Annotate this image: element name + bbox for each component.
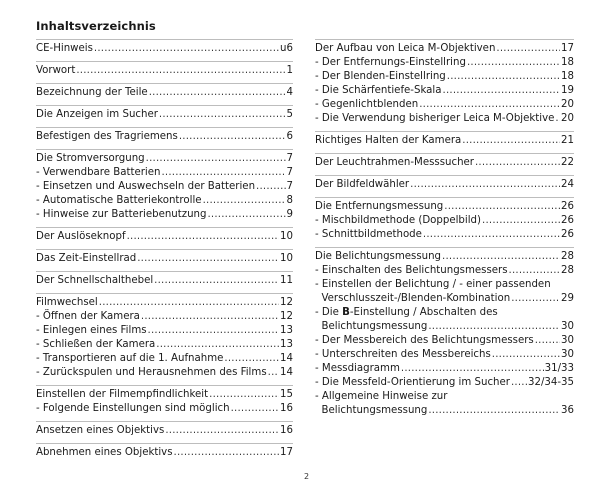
toc-subentry[interactable] bbox=[36, 324, 293, 338]
dot-leader bbox=[496, 42, 560, 56]
dot-leader bbox=[209, 388, 279, 402]
toc-entry[interactable] bbox=[36, 252, 293, 266]
toc-entry[interactable] bbox=[36, 130, 293, 144]
section-divider bbox=[36, 83, 293, 84]
toc-entry[interactable] bbox=[36, 86, 293, 100]
dot-leader bbox=[443, 84, 561, 98]
dot-leader bbox=[156, 338, 279, 352]
toc-page-number: 8 bbox=[286, 195, 293, 206]
dot-leader bbox=[419, 98, 560, 112]
toc-entry-title: - Die Messfeld-Orientierung im Sucher bbox=[315, 377, 510, 388]
toc-subentry[interactable] bbox=[315, 214, 574, 228]
toc-subentry[interactable] bbox=[315, 334, 574, 348]
toc-subentry[interactable] bbox=[315, 264, 574, 278]
toc-entry[interactable] bbox=[36, 296, 293, 310]
toc-page-number: 7 bbox=[286, 181, 293, 192]
dot-leader bbox=[467, 56, 560, 70]
toc-page-number: 11 bbox=[280, 275, 293, 286]
page-title: Inhaltsverzeichnis bbox=[36, 19, 156, 33]
toc-subentry[interactable] bbox=[315, 84, 574, 98]
toc-entry-title: - Unterschreiten des Messbereichs bbox=[315, 349, 491, 360]
toc-entry-text bbox=[315, 306, 574, 320]
dot-leader bbox=[149, 86, 286, 100]
toc-subentry[interactable] bbox=[315, 56, 574, 70]
toc-page-number: 29 bbox=[561, 293, 574, 304]
dot-leader bbox=[99, 296, 279, 310]
toc-entry[interactable] bbox=[36, 152, 293, 166]
toc-subentry[interactable] bbox=[36, 180, 293, 194]
toc-entry-title: Der Aufbau von Leica M-Objektiven bbox=[315, 43, 496, 54]
toc-entry-title: - Transportieren auf die 1. Aufnahme bbox=[36, 353, 224, 364]
section-divider bbox=[36, 149, 293, 150]
dot-leader bbox=[462, 134, 560, 148]
toc-entry-title: - Einschalten des Belichtungsmessers bbox=[315, 265, 508, 276]
toc-page-number: 26 bbox=[561, 215, 574, 226]
toc-page-number: 14 bbox=[280, 353, 293, 364]
toc-page-number: 12 bbox=[280, 297, 293, 308]
toc-subentry[interactable] bbox=[36, 166, 293, 180]
toc-entry-title: Ansetzen eines Objektivs bbox=[36, 425, 165, 436]
toc-entry[interactable] bbox=[36, 42, 293, 56]
toc-page-number: 30 bbox=[561, 321, 574, 332]
section-divider bbox=[315, 131, 574, 132]
toc-entry-title: Abnehmen eines Objektivs bbox=[36, 447, 173, 458]
toc-page-number: 14 bbox=[280, 367, 293, 378]
toc-entry-title: CE-Hinweis bbox=[36, 43, 93, 54]
dot-leader bbox=[179, 130, 286, 144]
dot-leader bbox=[141, 310, 279, 324]
dot-leader bbox=[492, 348, 560, 362]
toc-entry[interactable] bbox=[36, 230, 293, 244]
section-divider bbox=[36, 227, 293, 228]
dot-leader bbox=[76, 64, 285, 78]
toc-page-number: 31/33 bbox=[544, 363, 574, 374]
dot-leader bbox=[475, 156, 560, 170]
dot-leader bbox=[410, 178, 560, 192]
toc-entry-title: - Gegenlichtblenden bbox=[315, 99, 419, 110]
toc-page-number: u6 bbox=[280, 43, 293, 54]
section-divider bbox=[315, 197, 574, 198]
toc-entry[interactable] bbox=[315, 404, 574, 418]
toc-subentry[interactable] bbox=[36, 402, 293, 416]
toc-entry-title: - Der Entfernungs-Einstellring bbox=[315, 57, 466, 68]
toc-page-number: 32/34-35 bbox=[528, 377, 574, 388]
toc-subentry[interactable] bbox=[36, 338, 293, 352]
dot-leader bbox=[137, 252, 279, 266]
toc-page-number: 9 bbox=[286, 209, 293, 220]
section-divider bbox=[315, 39, 574, 40]
dot-leader bbox=[555, 112, 560, 126]
toc-entry-title: - Einsetzen und Auswechseln der Batterien bbox=[36, 181, 256, 192]
toc-page-number: 21 bbox=[561, 135, 574, 146]
section-divider bbox=[36, 421, 293, 422]
dot-leader bbox=[256, 180, 285, 194]
toc-entry[interactable] bbox=[315, 250, 574, 264]
toc-page-number: 36 bbox=[561, 405, 574, 416]
toc-entry-title: Filmwechsel bbox=[36, 297, 98, 308]
section-divider bbox=[36, 39, 293, 40]
toc-subentry[interactable] bbox=[36, 310, 293, 324]
toc-page-number: 1 bbox=[286, 65, 293, 76]
toc-entry-title: Der Bildfeldwähler bbox=[315, 179, 410, 190]
dot-leader bbox=[509, 264, 560, 278]
toc-entry-title: Belichtungsmessung bbox=[315, 405, 428, 416]
toc-page-number: 28 bbox=[561, 251, 574, 262]
toc-entry-title: - Folgende Einstellungen sind möglich bbox=[36, 403, 230, 414]
toc-page-number: 10 bbox=[280, 231, 293, 242]
dot-leader bbox=[511, 292, 560, 306]
toc-entry-title: Bezeichnung der Teile bbox=[36, 87, 148, 98]
section-divider bbox=[36, 443, 293, 444]
toc-page-number: 24 bbox=[561, 179, 574, 190]
toc-entry-title: Der Leuchtrahmen-Messsucher bbox=[315, 157, 474, 168]
toc-entry[interactable] bbox=[36, 424, 293, 438]
toc-entry[interactable] bbox=[315, 200, 574, 214]
toc-entry[interactable] bbox=[315, 320, 574, 334]
toc-entry[interactable] bbox=[315, 178, 574, 192]
toc-page-number: 13 bbox=[280, 339, 293, 350]
dot-leader bbox=[154, 274, 279, 288]
toc-page-number: 13 bbox=[280, 325, 293, 336]
section-divider bbox=[315, 175, 574, 176]
toc-entry[interactable] bbox=[315, 292, 574, 306]
dot-leader bbox=[428, 404, 560, 418]
toc-entry-title: Verschlusszeit-/Blenden-Kombination bbox=[315, 293, 511, 304]
toc-entry[interactable] bbox=[315, 134, 574, 148]
toc-subentry[interactable] bbox=[36, 208, 293, 222]
section-divider bbox=[36, 249, 293, 250]
toc-subentry[interactable] bbox=[315, 112, 574, 126]
toc-page-number: 6 bbox=[286, 131, 293, 142]
dot-leader bbox=[447, 70, 560, 84]
toc-page-number: 10 bbox=[280, 253, 293, 264]
toc-entry[interactable] bbox=[36, 274, 293, 288]
toc-page-number: 30 bbox=[561, 349, 574, 360]
dot-leader bbox=[224, 352, 279, 366]
toc-entry-title: Belichtungsmessung bbox=[315, 321, 428, 332]
dot-leader bbox=[127, 230, 279, 244]
section-divider bbox=[36, 293, 293, 294]
toc-subentry[interactable] bbox=[315, 98, 574, 112]
toc-page-number: 17 bbox=[561, 43, 574, 54]
dot-leader bbox=[444, 200, 560, 214]
toc-page-number: 7 bbox=[286, 167, 293, 178]
toc-entry[interactable] bbox=[36, 64, 293, 78]
toc-subentry[interactable] bbox=[36, 352, 293, 366]
toc-page-number: 12 bbox=[280, 311, 293, 322]
toc-entry-title: - Einlegen eines Films bbox=[36, 325, 147, 336]
toc-entry-title: Die Entfernungsmessung bbox=[315, 201, 444, 212]
dot-leader bbox=[203, 194, 286, 208]
toc-entry-segment: - Die bbox=[315, 307, 343, 318]
toc-entry-title: - Die Verwendung bisheriger Leica M-Objektive bbox=[315, 113, 555, 124]
toc-page-number: 16 bbox=[280, 425, 293, 436]
toc-entry-title: - Verwendbare Batterien bbox=[36, 167, 161, 178]
toc-page-number: 15 bbox=[280, 389, 293, 400]
toc-entry-title: - Hinweise zur Batteriebenutzung bbox=[36, 209, 207, 220]
toc-entry-title: Der Schnellschalthebel bbox=[36, 275, 154, 286]
toc-entry-title: - Zurückspulen und Herausnehmen des Films bbox=[36, 367, 267, 378]
toc-entry[interactable] bbox=[36, 108, 293, 122]
section-divider bbox=[36, 127, 293, 128]
toc-entry-title: Die Belichtungsmessung bbox=[315, 251, 442, 262]
toc-entry-segment: -Einstellung / Abschalten des bbox=[349, 307, 498, 318]
dot-leader bbox=[148, 324, 279, 338]
page-number: 2 bbox=[303, 472, 310, 481]
dot-leader bbox=[428, 320, 560, 334]
toc-entry-title: - Automatische Batteriekontrolle bbox=[36, 195, 202, 206]
toc-subentry[interactable] bbox=[315, 348, 574, 362]
toc-entry-title: Einstellen der Filmempfindlichkeit bbox=[36, 389, 209, 400]
toc-page-number: 20 bbox=[561, 113, 574, 124]
toc-entry-title: - Messdiagramm bbox=[315, 363, 400, 374]
toc-page-number: 18 bbox=[561, 57, 574, 68]
dot-leader bbox=[442, 250, 560, 264]
toc-page-number: 17 bbox=[280, 447, 293, 458]
section-divider bbox=[36, 385, 293, 386]
toc-entry-title: Die Stromversorgung bbox=[36, 153, 145, 164]
toc-subentry[interactable] bbox=[315, 228, 574, 242]
toc-entry-title: Befestigen des Tragriemens bbox=[36, 131, 178, 142]
section-divider bbox=[36, 61, 293, 62]
toc-entry[interactable] bbox=[36, 388, 293, 402]
toc-entry-title: Der Auslöseknopf bbox=[36, 231, 126, 242]
section-divider bbox=[36, 271, 293, 272]
toc-page-number: 7 bbox=[286, 153, 293, 164]
toc-page-number: 26 bbox=[561, 201, 574, 212]
dot-leader bbox=[423, 228, 560, 242]
dot-leader bbox=[165, 424, 279, 438]
section-divider bbox=[315, 153, 574, 154]
toc-page-number: 16 bbox=[280, 403, 293, 414]
toc-page-number: 19 bbox=[561, 85, 574, 96]
toc-page-number: 18 bbox=[561, 71, 574, 82]
dot-leader bbox=[511, 376, 527, 390]
toc-entry-title: Vorwort bbox=[36, 65, 76, 76]
toc-entry[interactable] bbox=[315, 42, 574, 56]
toc-entry-title: - Der Blenden-Einstellring bbox=[315, 71, 446, 82]
toc-entry-text: - Einstellen der Belichtung / - einer passenden bbox=[315, 279, 551, 290]
toc-entry-title: - Mischbildmethode (Doppelbild) bbox=[315, 215, 481, 226]
toc-entry-title: - Der Messbereich des Belichtungsmessers bbox=[315, 335, 534, 346]
toc-entry-title: Richtiges Halten der Kamera bbox=[315, 135, 462, 146]
toc-subentry[interactable] bbox=[36, 366, 293, 380]
toc-page-number: 20 bbox=[561, 99, 574, 110]
toc-subentry[interactable] bbox=[315, 70, 574, 84]
toc-entry[interactable] bbox=[36, 446, 293, 460]
dot-leader bbox=[268, 366, 279, 380]
dot-leader bbox=[401, 362, 544, 376]
toc-page-number: 5 bbox=[286, 109, 293, 120]
toc-page-number: 22 bbox=[561, 157, 574, 168]
toc-entry-title: - Öffnen der Kamera bbox=[36, 311, 140, 322]
toc-entry-title: Das Zeit-Einstellrad bbox=[36, 253, 137, 264]
toc-page-number: 28 bbox=[561, 265, 574, 276]
dot-leader bbox=[535, 334, 560, 348]
toc-entry-text: - Allgemeine Hinweise zur bbox=[315, 391, 448, 402]
dot-leader bbox=[146, 152, 286, 166]
toc-entry-title: Die Anzeigen im Sucher bbox=[36, 109, 158, 120]
toc-page-number: 4 bbox=[286, 87, 293, 98]
dot-leader bbox=[231, 402, 279, 416]
dot-leader bbox=[482, 214, 560, 228]
toc-subentry[interactable] bbox=[315, 376, 574, 390]
dot-leader bbox=[94, 42, 279, 56]
toc-entry-title: - Schnittbildmethode bbox=[315, 229, 422, 240]
toc-entry[interactable] bbox=[315, 156, 574, 170]
toc-entry-title: - Schließen der Kamera bbox=[36, 339, 156, 350]
toc-subentry[interactable] bbox=[36, 194, 293, 208]
dot-leader bbox=[207, 208, 285, 222]
toc-page-number: 26 bbox=[561, 229, 574, 240]
dot-leader bbox=[159, 108, 286, 122]
section-divider bbox=[315, 247, 574, 248]
toc-entry-title: - Die Schärfentiefe-Skala bbox=[315, 85, 442, 96]
toc-subentry[interactable] bbox=[315, 362, 574, 376]
toc-page-number: 30 bbox=[561, 335, 574, 346]
toc-entry-segment: B bbox=[342, 307, 350, 318]
dot-leader bbox=[161, 166, 285, 180]
dot-leader bbox=[174, 446, 280, 460]
section-divider bbox=[36, 105, 293, 106]
